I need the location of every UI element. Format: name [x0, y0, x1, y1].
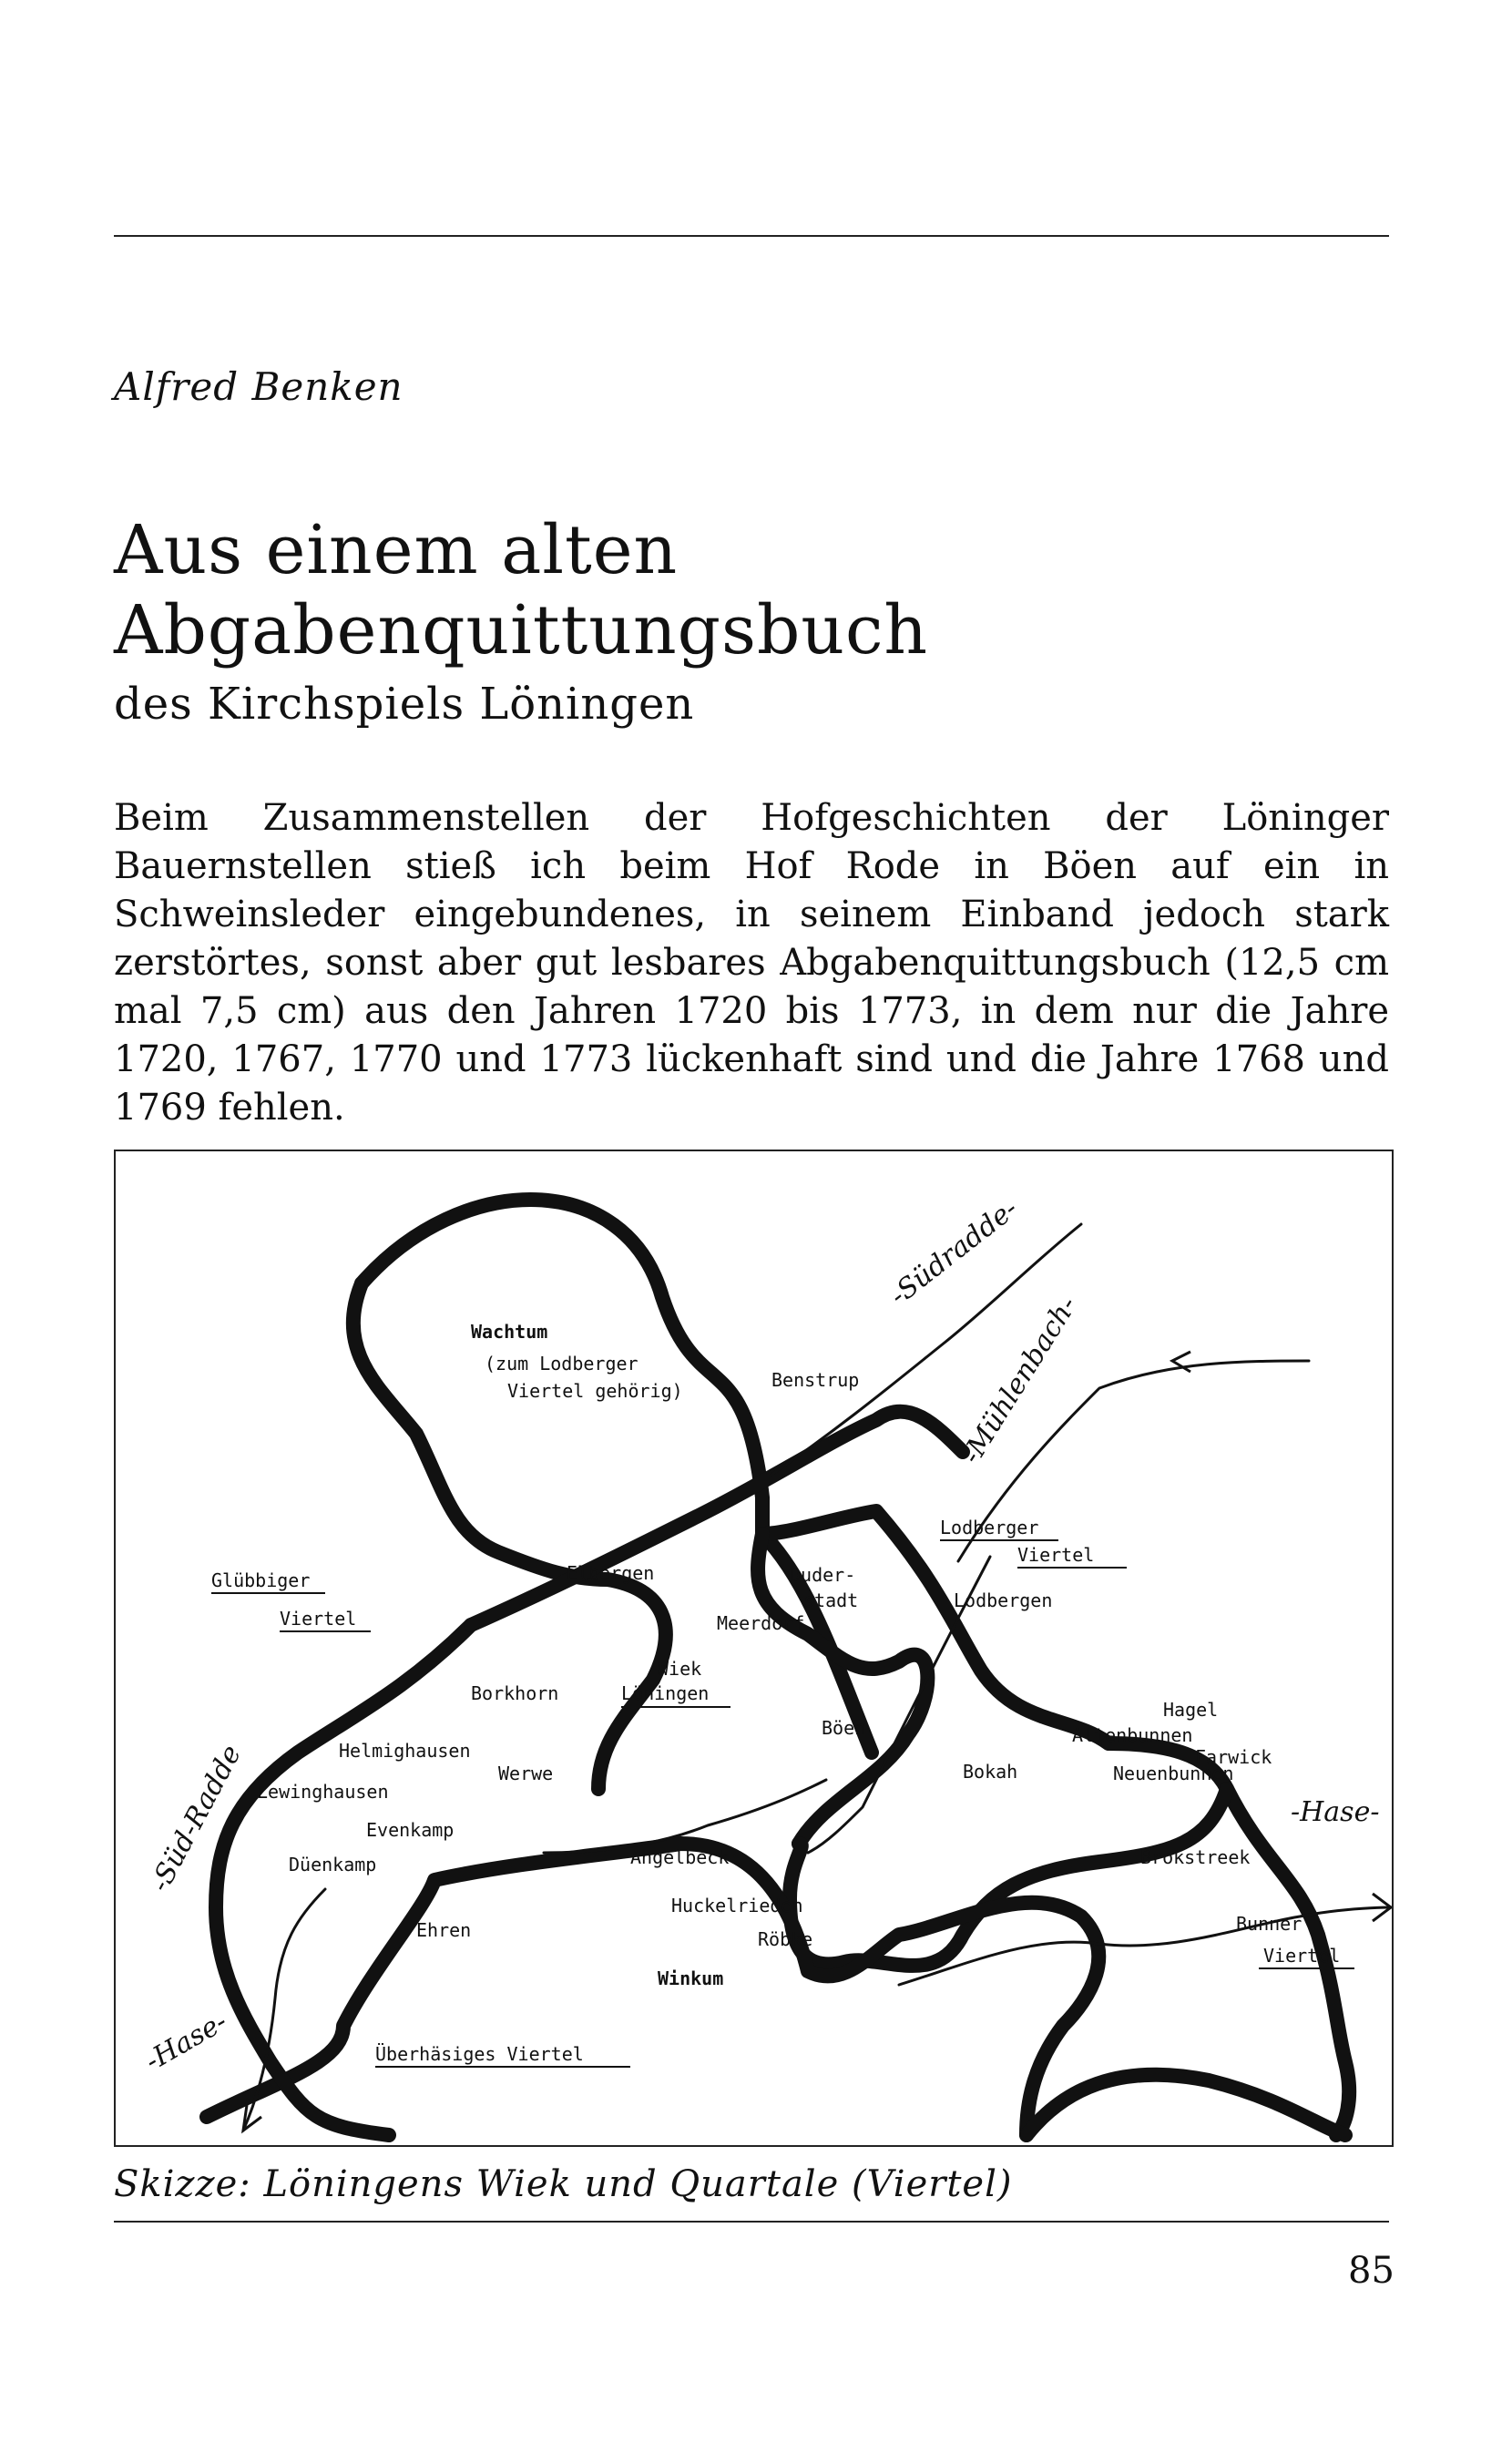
river-label-suedradde-left: -Süd-Radde: [144, 1740, 249, 1897]
quarter-boundaries: [207, 1200, 1349, 2135]
place-duderstadt-1: Duder-: [790, 1564, 856, 1586]
place-bokah: Bokah: [963, 1761, 1018, 1783]
map-caption: Skizze: Löningens Wiek und Quartale (Viertel): [114, 2163, 1013, 2205]
place-ehren: Ehren: [416, 1919, 472, 1941]
place-neuenbunnen: Neuenbunnen: [1113, 1763, 1234, 1784]
place-benstrup: Benstrup: [771, 1369, 860, 1391]
author-name: Alfred Benken: [114, 364, 404, 409]
place-werwe: Werwe: [498, 1763, 554, 1784]
place-winkum: Winkum: [658, 1967, 724, 1989]
bunner-edge: [1027, 2075, 1345, 2135]
place-boeen: Böen: [822, 1717, 866, 1739]
place-ueberhaesiges-viertel: Überhäsiges Viertel: [375, 2043, 584, 2065]
place-meerdorf: Meerdorf: [717, 1612, 805, 1634]
place-wachtum: Wachtum: [471, 1321, 548, 1343]
place-bunner-1: Bunner: [1236, 1913, 1303, 1935]
title-line-1: Aus einem alten: [114, 511, 679, 589]
place-lewinghausen: Lewinghausen: [257, 1781, 389, 1803]
place-bunner-2: Viertel: [1263, 1945, 1341, 1967]
place-lodberger-2: Viertel: [1017, 1544, 1095, 1566]
sketch-map: [114, 1150, 1394, 2147]
intro-paragraph: Beim Zusammenstellen der Hofgeschichten der Löninger Bauernstellen stieß ich beim Hof Rode in Böen auf ein in Schweinsleder eingebundenes, in seinem Einband jedoch stark zerstörtes, sonst aber gut lesbares Abgabenquittungsbuch (12,5 cm mal 7,5 cm) aus den Jahren 1720 bis 1773, in dem nur die Jahre 1720, 1767, 1770 und 1773 lückenhaft sind und die Jahre 1768 und 1769 fehlen.: [114, 797, 1389, 1129]
place-borkhorn: Borkhorn: [471, 1682, 559, 1704]
place-lodberger-1: Lodberger: [940, 1517, 1039, 1538]
sketch-map-drawing: [116, 1151, 1392, 2145]
place-wachtum-note-1: (zum Lodberger: [485, 1353, 639, 1375]
top-rule: [114, 235, 1389, 237]
place-helmighausen: Helmighausen: [339, 1740, 471, 1762]
bottom-rule: [114, 2221, 1389, 2223]
place-gluebbiger-2: Viertel: [280, 1608, 357, 1630]
place-wiek-2: Löningen: [621, 1682, 710, 1704]
place-altenbunnen: Altenbunnen: [1072, 1724, 1193, 1746]
place-evenkamp: Evenkamp: [366, 1819, 455, 1841]
river-label-hase-right: -Hase-: [1291, 1796, 1380, 1828]
place-wiek-1: Wiek: [658, 1658, 702, 1680]
page-number: 85: [1348, 2250, 1395, 2292]
place-angelbeck: Angelbeck: [630, 1846, 730, 1868]
place-duderstadt-2: stadt: [803, 1589, 859, 1611]
place-farwick: Farwick: [1195, 1746, 1272, 1768]
river-label-muehlenbach: -Mühlenbach-: [955, 1290, 1084, 1470]
main-southern-boundary: [207, 1844, 1098, 2135]
place-wachtum-note-2: Viertel gehörig): [507, 1380, 683, 1402]
place-lodbergen: Lodbergen: [954, 1589, 1053, 1611]
title-line-2: Abgabenquittungsbuch: [114, 591, 929, 669]
place-gluebbiger-1: Glübbiger: [211, 1569, 311, 1591]
place-huckelrieden: Huckelrieden: [671, 1895, 803, 1916]
article-title: [114, 510, 928, 670]
article-subtitle: des Kirchspiels Löningen: [114, 679, 695, 730]
place-hagel: Hagel: [1163, 1699, 1219, 1721]
place-elbergen: Elbergen: [567, 1562, 655, 1584]
place-brokstreek: Brokstreek: [1140, 1846, 1251, 1868]
place-roebke: Röbke: [758, 1928, 813, 1950]
place-duenkamp: Düenkamp: [289, 1854, 377, 1875]
river-label-suedradde-top: -Südradde-: [884, 1192, 1025, 1313]
river-label-hase-left: -Hase-: [139, 2005, 233, 2078]
